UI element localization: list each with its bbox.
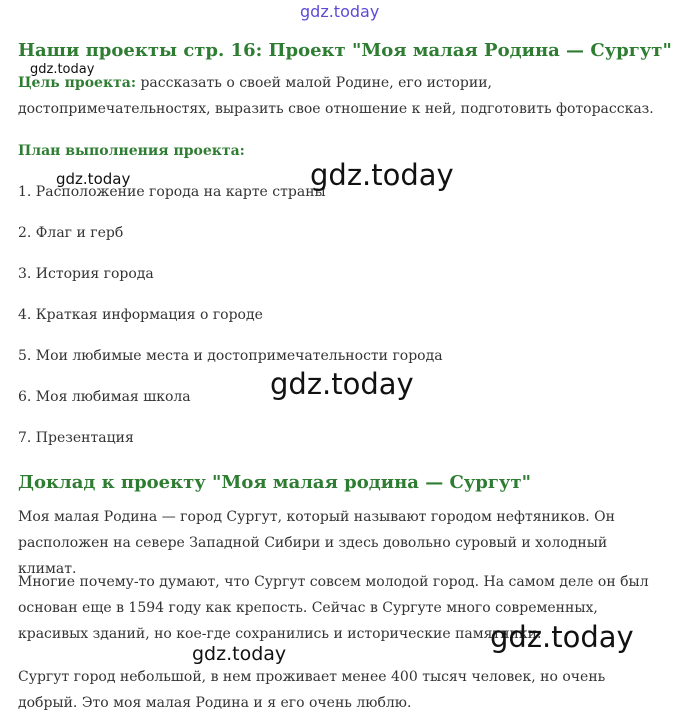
goal-label: Цель проекта:	[18, 75, 136, 91]
plan-item-1: 1. Расположение города на карте страны	[18, 184, 326, 200]
watermark-small-2: gdz.today	[56, 170, 131, 188]
plan-item-4: 4. Краткая информация о городе	[18, 307, 263, 323]
plan-item-5: 5. Мои любимые места и достопримечательности города	[18, 348, 443, 364]
goal-paragraph	[18, 70, 668, 122]
plan-item-2: 2. Флаг и герб	[18, 225, 124, 241]
watermark-small-1: gdz.today	[30, 62, 95, 77]
plan-item-7: 7. Презентация	[18, 430, 134, 446]
report-paragraph-3: Сургут город небольшой, в нем проживает менее 400 тысяч человек, но очень добрый. Это моя малая Родина и я его очень люблю.	[18, 669, 606, 711]
report-title: Доклад к проекту "Моя малая родина — Сургут"	[18, 472, 531, 493]
watermark-large-3: gdz.today	[490, 620, 634, 654]
watermark-large-2: gdz.today	[270, 367, 414, 401]
report-paragraph-1: Моя малая Родина — город Сургут, который называют городом нефтяников. Он расположен на севере Западной Сибири и здесь довольно суровый и холодный климат.	[18, 509, 615, 577]
plan-item-3: 3. История города	[18, 266, 154, 282]
plan-label: План выполнения проекта:	[18, 143, 245, 159]
watermark-large-1: gdz.today	[310, 158, 454, 192]
report-paragraph-2: Многие почему-то думают, что Сургут совсем молодой город. На самом деле он был основан еще в 1594 году как крепость. Сейчас в Сургуте много современных, красивых зданий, но кое-где сохранились и исторические памятники.	[18, 574, 649, 642]
watermark-top: gdz.today	[300, 2, 380, 21]
watermark-medium: gdz.today	[192, 643, 287, 665]
plan-item-6: 6. Моя любимая школа	[18, 389, 191, 405]
page-title: Наши проекты стр. 16: Проект "Моя малая Родина — Сургут"	[18, 40, 672, 61]
goal-text: рассказать о своей малой Родине, его истории, достопримечательностях, выразить свое отношение к ней, подготовить фоторассказ.	[18, 75, 654, 117]
